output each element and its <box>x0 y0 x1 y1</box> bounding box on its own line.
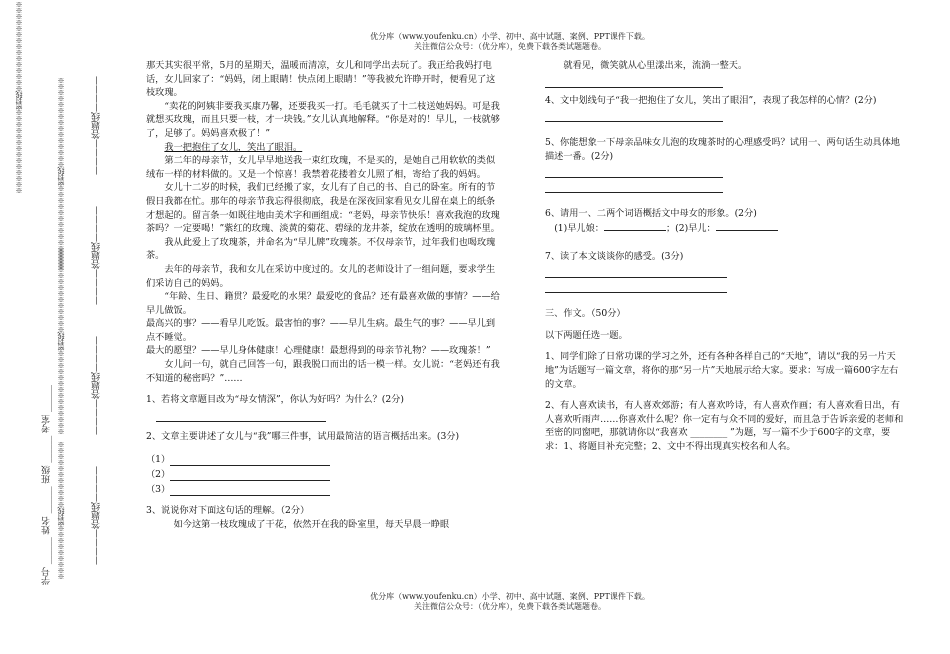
passage-paragraph: 最大的愿望？——早儿身体健康！心理健康！最想得到的母亲节礼物？——玫瑰茶！” <box>146 345 491 357</box>
question-3-quote-continued: 就看见，微笑就从心里漾出来，流淌一整天。 <box>563 60 748 71</box>
passage-paragraph: “卖花的阿姨非要我买康乃馨，还要我买一打。毛毛就买了十二枝送她妈妈。可是我就想买玫瑰，而且只要一枝，才一块钱。”女儿认真地解释。“你是对的！早儿，一枝就够了，足够了。妈妈喜欢极了！” <box>146 100 500 139</box>
answer-blank[interactable] <box>604 221 666 231</box>
section-3-title: 三、作文。（50分） <box>545 308 626 320</box>
question-1: 1、若将文章题目改为“母女情深”，你认为好吗？为什么？(2分) <box>146 394 404 406</box>
answer-line[interactable] <box>545 263 727 278</box>
answer-line-3: ————答题线———— <box>92 336 102 435</box>
answer-line[interactable] <box>156 407 326 422</box>
seal-line-bottom: ※※※※※※※※※密封线※※※※※※※※※※※ <box>57 442 65 580</box>
answer-line[interactable] <box>545 107 723 122</box>
answer-line[interactable] <box>170 466 330 481</box>
seal-line-upper: ※※※※※※※※※※※※※※密封线※※※※※※※※※※※※※※※ <box>57 78 65 270</box>
question-3-quote: 如今这第一枝玫瑰成了干花，依然开在我的卧室里，每天早晨一睁眼 <box>173 519 450 531</box>
student-info-fields: 学号 ______ 姓名 ______ 班级 ______ 考室 ______ <box>42 384 52 585</box>
composition-topic-2: 2、有人喜欢读书，有人喜欢郊游；有人喜欢吟诗，有人喜欢作画；有人喜欢看日出，有人喜欢听雨声……你喜欢什么呢？你一定有与众不同的爱好，而且急于告诉亲爱的老师和至密的同窗吧，那就请你以“我喜欢 ________ ”为题，写一篇不少于600字的文章，要求：1、将题目补充完整；2、文中不得出现真实校名和人名。 <box>545 400 904 452</box>
passage-paragraph: 去年的母亲节，我和女儿在采访中度过的。女儿的老师设计了一组问题，要求学生们采访自己的妈妈。 <box>146 263 496 289</box>
questions-column <box>545 59 905 454</box>
header-line-2: 关注微信公众号：（优分库），免费下载各类试题题卷。 <box>414 42 606 51</box>
seal-line-top: ※※※※※※※※※※※※※※密封线※※※※※※※※※※※※※※※ <box>15 2 23 194</box>
answer-blank[interactable] <box>716 221 778 231</box>
composition-instruction: 以下两题任选一题。 <box>545 329 628 341</box>
answer-line[interactable] <box>545 178 723 193</box>
passage-paragraph: 那天其实很平常，5月的星期天，温暖而清凉，女儿和同学出去玩了。我正给我妈打电话，女儿回家了：“妈妈，闭上眼睛！快点闭上眼睛！”等我被允许睁开时，便看见了这枝玫瑰。 <box>146 60 496 99</box>
passage-paragraph: 我从此爱上了玫瑰茶，并命名为“早儿牌”玫瑰茶。不仅母亲节，过年我们也喝玫瑰茶。 <box>146 236 496 262</box>
reading-passage-column <box>146 59 502 532</box>
question-7: 7、读了本文谈谈你的感受。(3分) <box>545 250 684 262</box>
answer-line-2: ————答题线———— <box>92 206 102 305</box>
q6-label-mother: (1)早儿娘： <box>554 222 604 234</box>
footer-line-2: 关注微信公众号：（优分库），免费下载各类试题题卷。 <box>414 602 606 611</box>
page-header <box>300 32 720 52</box>
answer-line[interactable] <box>545 163 723 178</box>
answer-line[interactable] <box>170 481 330 496</box>
composition-topic-1: 1、同学们除了日常功课的学习之外，还有各种各样自己的“天地”，请以“我的另一片天地”为话题写一篇文章，将你的那“另一片”天地展示给大家。要求：写成一篇600字左右的文章。 <box>545 351 899 390</box>
passage-paragraph: 第二年的母亲节，女儿早早地送我一束红玫瑰，不是买的，是她自己用软软的类似绒布一样的材料做的。又是一个惊喜！我禁着花搂着女儿照了相，寄给了我的妈妈。 <box>146 155 496 180</box>
answer-line[interactable] <box>170 451 330 466</box>
passage-paragraph: “年龄、生日、籍贯？最爱吃的水果？最爱吃的食品？还有最喜欢做的事情？——给早儿做饭。 <box>146 291 500 316</box>
q2-item-label: （2） <box>146 468 171 480</box>
question-4: 4、文中划线句子“我一把抱住了女儿，笑出了眼泪”，表现了我怎样的心情？(2分) <box>545 94 877 106</box>
answer-line[interactable] <box>545 278 727 293</box>
question-3: 3、说说你对下面这句话的理解。（2分） <box>146 505 310 517</box>
answer-line-1: ————答题线———— <box>92 76 102 175</box>
question-5: 5、你能想象一下母亲品味女儿泡的玫瑰茶时的心理感受吗？试用一、两句话生动具体地描述一番。(2分) <box>545 137 900 162</box>
passage-paragraph: 最高兴的事？——看早儿吃饭。最害怕的事？——早儿生病。最生气的事？——早儿到点不睡觉。 <box>146 318 496 343</box>
passage-paragraph: 女儿十二岁的时候，我们已经搬了家，女儿有了自己的书、自己的卧室。所有的节假日我都在忙。那年的母亲节我忘得很彻底，我是在深夜回家看见女儿留在桌上的纸条才想起的。留言条一如既往地由美术字和画组成：“老妈，母亲节快乐！喜欢我泡的玫瑰茶吗？一定要喝！”紫红的玫瑰、淡黄的菊花、碧绿的龙井茶，绽放在透明的玻璃杯里。 <box>146 182 500 235</box>
passage-paragraph: 女儿问一句，就自己回答一句，跟我脱口而出的话一模一样。女儿说：“老妈还有我不知道的秘密吗？”…… <box>146 359 500 384</box>
footer-line-1: 优分库（www.youfenku.cn）小学、初中、高中试题、案例、PPT课件下载。 <box>370 592 650 601</box>
q2-item-label: （3） <box>146 483 171 495</box>
question-6: 6、请用一、二两个词语概括文中母女的形象。(2分) <box>545 208 757 220</box>
underlined-sentence: 我一把抱住了女儿，笑出了眼泪。 <box>164 141 303 153</box>
q2-item-label: （1） <box>146 453 171 465</box>
page-footer <box>300 592 720 612</box>
header-line-1: 优分库（www.youfenku.cn）小学、初中、高中试题、案例、PPT课件下载。 <box>370 32 650 41</box>
binding-margin <box>0 0 120 654</box>
answer-line-4: ————答题线———— <box>92 466 102 565</box>
question-2: 2、文章主要讲述了女儿与“我”哪三件事，试用最简洁的语言概括出来。(3分) <box>146 430 460 442</box>
answer-line[interactable] <box>545 73 723 88</box>
seal-line-middle: ※※※※※※※※※※※※※※密封线※※※※※※※※※※※※※※ <box>57 249 65 435</box>
q6-label-daughter: ；(2)早儿： <box>665 222 716 234</box>
